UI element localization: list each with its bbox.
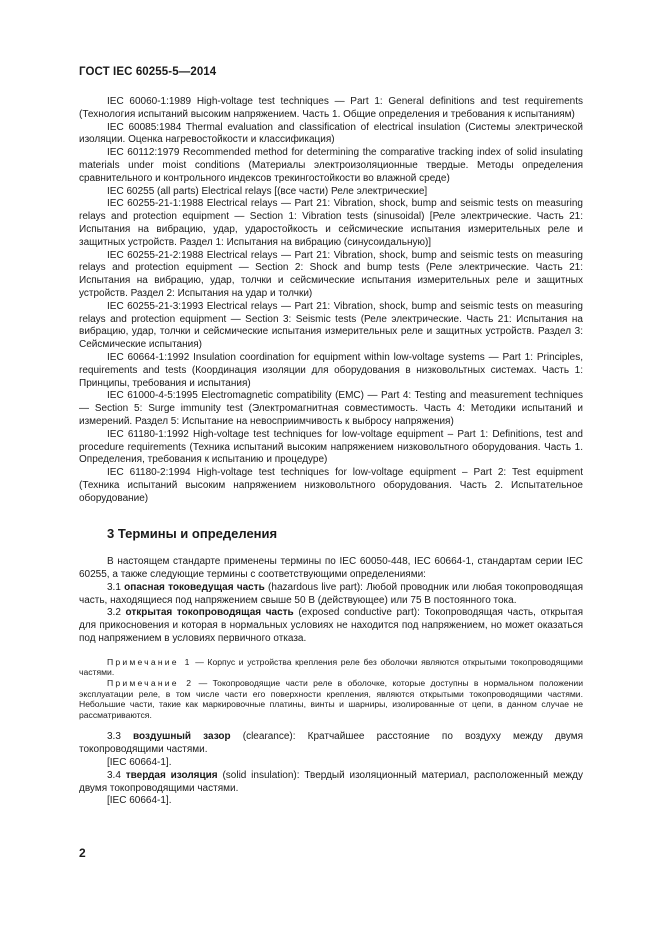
reference-item: IEC 61180-1:1992 High-voltage test techniques for low-voltage equipment – Part 1: Definitions, test and procedure requirements (Техника испытаний высоким напряжением низковольтного оборудования. Часть 1. Определения, требования к испытанию и процедуре) <box>79 428 583 466</box>
term-source: [IEC 60664-1]. <box>107 757 172 769</box>
section-title: 3 Термины и определения <box>107 525 278 541</box>
note-1 <box>79 657 583 678</box>
term-definition: (clearance): Кратчайшее расстояние по воздуху между двумя токопроводящими частями. <box>79 731 584 756</box>
reference-item: IEC 60664-1:1992 Insulation coordination for equipment within low-voltage systems — Part 1: Principles, requirements and tests (Координация изоляции для оборудования в низковольтных системах. Часть 1: Принципы, требования и испытания) <box>79 351 583 389</box>
term-name: опасная токоведущая часть <box>124 581 265 593</box>
reference-item: IEC 60255-21-1:1988 Electrical relays — Part 21: Vibration, shock, bump and seismic tests on measuring relays and protection equipment — Section 1: Vibration tests (sinusoidal) [Реле электрические. Часть 21: Испытания на вибрацию, удар, ударостойкость и сейсмические испытания измерительных реле и защитных устройств. Раздел 1: Испытания на вибрацию (синусоидальную)] <box>79 198 583 248</box>
reference-item: IEC 60255-21-3:1993 Electrical relays — Part 21: Vibration, shock, bump and seismic tests on measuring relays and protection equipment — Section 3: Seismic tests (Реле электрические. Часть 21: Испытания на вибрацию, удар, толчки и сейсмические испытания измерительных реле и защитных устройств. Раздел 3: Сейсмические испытания) <box>79 300 583 351</box>
document-header: ГОСТ IEC 60255-5—2014 <box>79 66 217 78</box>
term-name: твердая изоляция <box>125 769 218 781</box>
term-number: 3.1 <box>107 581 125 593</box>
reference-item: IEC 60112:1979 Recommended method for determining the comparative tracking index of solid insulating materials under moist conditions (Материалы электроизоляционные твердые. Методы определения сравнительного и контрольного индексов трекингостойкости во влажной среде) <box>79 147 583 184</box>
term-3-3 <box>79 731 583 757</box>
term-definition: (hazardous live part): Любой проводник или любая токопроводящая часть, находящиеся под напряжением свыше 50 В (действующее) или 75 В постоянного тока. <box>79 581 583 606</box>
term-definition: (solid insulation): Твердый изоляционный материал, расположенный между двумя токопроводящими частями. <box>79 769 584 794</box>
note-label: Примечание 2 <box>107 678 194 689</box>
note-text: — Токопроводящие части реле в оболочке, которые доступны в нормальном положении эксплуатации реле, в том числе части его поверхности крепления, являются открытыми токопроводящими частями. Небольшие части, такие как маркировочные платины, винты и шарниры, изолированные от цепи, в данном случае не рассматриваются. <box>79 678 583 720</box>
document-body <box>79 96 583 808</box>
term-3-4 <box>79 770 583 796</box>
term-source: [IEC 60664-1]. <box>107 795 172 807</box>
term-3-2 <box>79 607 583 645</box>
page-number: 2 <box>79 846 86 860</box>
reference-item: IEC 61180-2:1994 High-voltage test techniques for low-voltage equipment – Part 2: Test equipment (Техника испытаний высоким напряжением низковольтного оборудования. Часть 2. Испытательное оборудование) <box>79 467 583 504</box>
term-number: 3.3 <box>107 731 134 743</box>
term-definition: (exposed conductive part): Токопроводящая часть, открытая для прикосновения и которая в нормальных условиях не находится под напряжением, но может оказаться под напряжением в условиях первичного отказа. <box>79 607 584 645</box>
term-3-1 <box>79 582 583 608</box>
reference-item: IEC 60255-21-2:1988 Electrical relays — Part 21: Vibration, shock, bump and seismic tests on measuring relays and protection equipment — Section 2: Shock and bump tests (Реле электрические. Часть 21: Испытания на вибрацию, удар, толчки и сейсмические испытания измерительных реле и защитных устройств. Раздел 2: Испытания на удар и толчки) <box>79 249 583 299</box>
reference-item: IEC 61000-4-5:1995 Electromagnetic compatibility (EMC) — Part 4: Testing and measurement techniques — Section 5: Surge immunity test (Электромагнитная совместимость. Часть 4: Методики испытаний и измерений. Раздел 5: Испытание на невосприимчивость к выбросу напряжения) <box>79 390 583 427</box>
term-number: 3.2 <box>107 607 126 619</box>
term-name: открытая токопроводящая часть <box>125 607 294 619</box>
note-label: Примечание 1 <box>107 656 192 667</box>
reference-item: IEC 60060-1:1989 High-voltage test techniques — Part 1: General definitions and test requirements (Технология испытаний высоким напряжением. Часть 1. Общие определения и требования к испытаниям) <box>79 96 583 120</box>
note-2 <box>79 678 583 720</box>
section-intro: В настоящем стандарте применены термины по IEC 60050-448, IEC 60664-1, стандартам серии IEC 60255, а также следующие термины с соответствующими определениями: <box>79 556 583 581</box>
term-name: воздушный зазор <box>133 731 231 743</box>
term-number: 3.4 <box>107 769 126 781</box>
reference-item: IEC 60085:1984 Thermal evaluation and classification of electrical insulation (Системы электрической изоляции. Оценка нагревостойкости и классификация) <box>79 121 583 146</box>
note-text: — Корпус и устройства крепления реле без оболочки являются открытыми токопроводящими частями. <box>79 656 583 678</box>
reference-item: IEC 60255 (all parts) Electrical relays [(все части) Реле электрические] <box>107 185 428 197</box>
